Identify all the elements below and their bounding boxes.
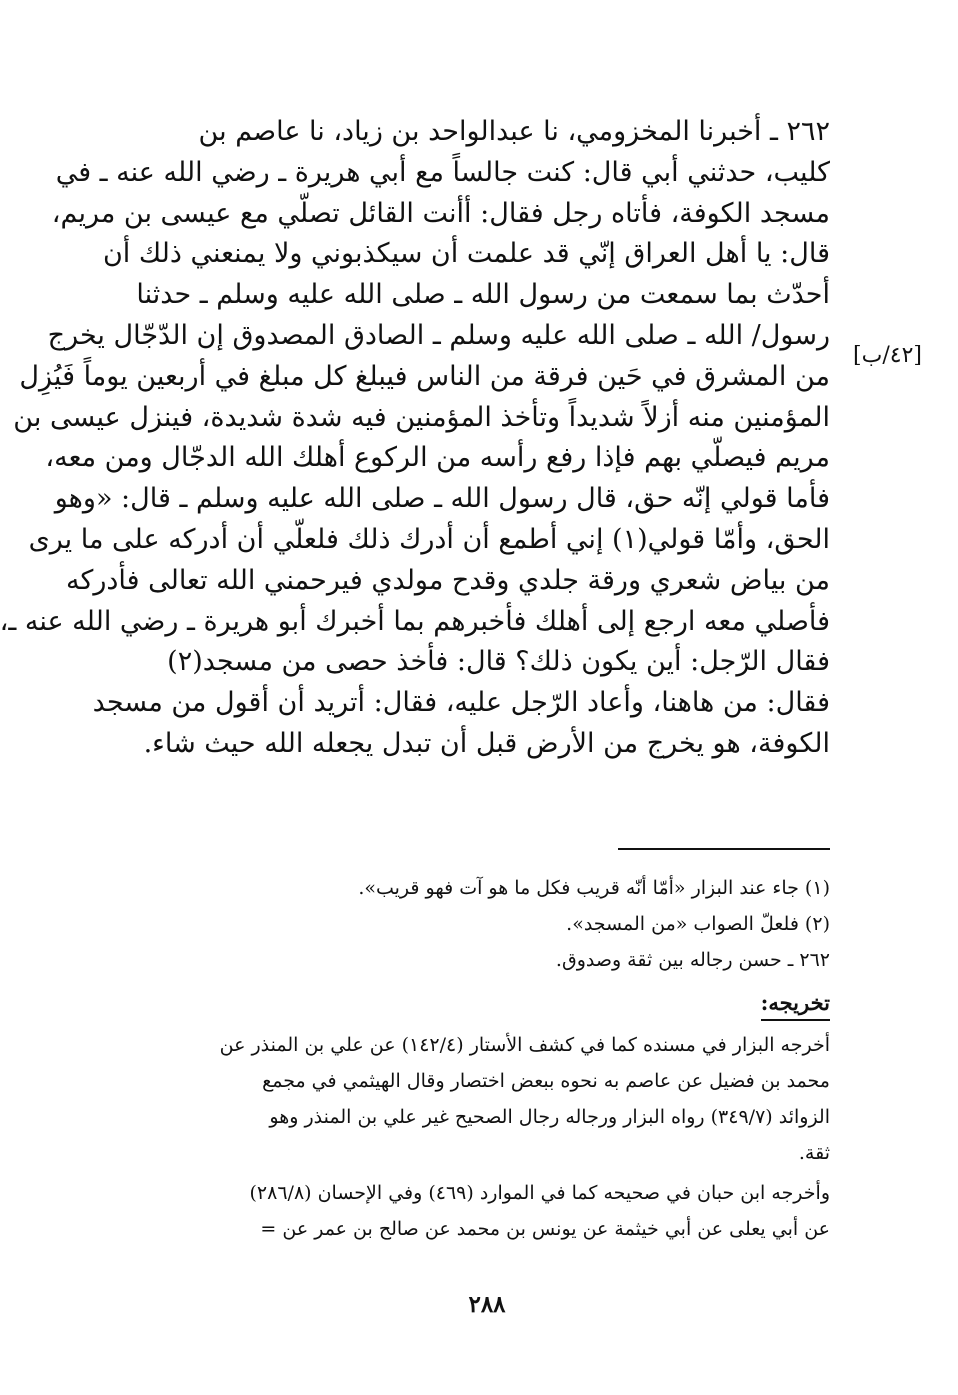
text-line: مريم فيصلّي بهم فإذا رفع رأسه من الركوع أهلك الله الدجّال ومن معه، bbox=[45, 442, 830, 474]
footnote-2: (٢) فلعلّ الصواب «من المسجد». bbox=[566, 913, 830, 935]
takhrij-line: الزوائد (٣٤٩/٧) رواه البزار ورجاله رجال الصحيح غير علي بن المنذر وهو bbox=[269, 1106, 830, 1128]
page-number: ٢٨٨ bbox=[468, 1291, 506, 1318]
takhrij-section bbox=[140, 988, 830, 1247]
text-line: كليب، حدثني أبي قال: كنت جالساً مع أبي هريرة ـ رضي الله عنه ـ في bbox=[55, 156, 830, 188]
takhrij-heading: تخريجه: bbox=[761, 988, 830, 1021]
text-line: مسجد الكوفة، فأتاه رجل فقال: أأنت القائل تصلّي مع عيسى بن مريم، bbox=[51, 197, 830, 229]
text-line: الكوفة، هو يخرج من الأرض قبل أن تبدل يجعله الله حيث شاء. bbox=[143, 727, 830, 759]
grading-note: ٢٦٢ ـ حسن رجاله بين ثقة وصدوق. bbox=[555, 949, 830, 971]
text-line: الحق، وأمّا قولي(١) إني أطمع أن أدرك ذلك فلعلّي أن أدركه على ما يرى bbox=[28, 523, 830, 555]
text-line: فأما قولي إنّه حق، قال رسول الله ـ صلى الله عليه وسلم ـ قال: «وهو bbox=[54, 483, 830, 515]
takhrij-body bbox=[140, 1027, 830, 1247]
takhrij-line: ثقة. bbox=[798, 1142, 830, 1164]
text-line: من بياض شعري ورقة جلدي وقدح مولدي فيرحمني الله تعالى فأدركه bbox=[65, 564, 830, 596]
manuscript-folio-marker: [٤٢/ب] bbox=[853, 343, 922, 368]
text-line: قال: يا أهل العراق إنّي قد علمت أن سيكذبوني ولا يمنعني ذلك أن bbox=[102, 238, 830, 270]
hadith-text bbox=[0, 112, 830, 765]
takhrij-line: محمد بن فضيل عن عاصم به نحوه ببعض اختصار وقال الهيثمي في مجمع bbox=[262, 1070, 830, 1092]
text-line: فقال: من هاهنا، وأعاد الرّجل عليه، فقال: أتريد أن أقول من مسجد bbox=[92, 687, 830, 719]
text-line: فأصلي معه ارجع إلى أهلك فأخبرهم بما أخبرك أبو هريرة ـ رضي الله عنه ـ، bbox=[0, 605, 830, 637]
text-line: رسول/ الله ـ صلى الله عليه وسلم ـ الصادق المصدوق إن الدّجّال يخرج bbox=[47, 319, 830, 351]
footnotes bbox=[140, 870, 830, 978]
takhrij-line: أخرجه البزار في مسنده كما في كشف الأستار (١٤٢/٤) عن علي بن المنذر عن bbox=[219, 1034, 830, 1056]
text-line: ٢٦٢ ـ أخبرنا المخزومي، نا عبدالواحد بن زياد، نا عاصم بن bbox=[198, 116, 830, 147]
takhrij-line: وأخرجه ابن حبان في صحيحه كما في الموارد (٤٦٩) وفي الإحسان (٢٨٦/٨) bbox=[249, 1182, 830, 1204]
text-line: أحدّث بما سمعت من رسول الله ـ صلى الله عليه وسلم ـ حدثنا bbox=[136, 279, 830, 311]
text-line: فقال الرّجل: أين يكون ذلك؟ قال: فأخذ حصى من مسجد(٢) bbox=[167, 646, 830, 678]
text-line: المؤمنين منه أزلاً شديداً وتأخذ المؤمنين فيه شدة شديدة، فينزل عيسى بن bbox=[13, 401, 830, 433]
footnote-separator bbox=[618, 848, 830, 850]
footnote-1: (١) جاء عند البزار «أمّا أنّه قريب فكل ما هو آت فهو قريب». bbox=[358, 877, 830, 899]
text-line: من المشرق في حَين فرقة من الناس فيبلغ كل مبلغ في أربعين يوماً فَيُزِل bbox=[19, 360, 830, 392]
takhrij-line: عن أبي يعلى عن أبي خيثمة عن يونس بن محمد عن صالح بن عمر عن = bbox=[260, 1218, 830, 1240]
